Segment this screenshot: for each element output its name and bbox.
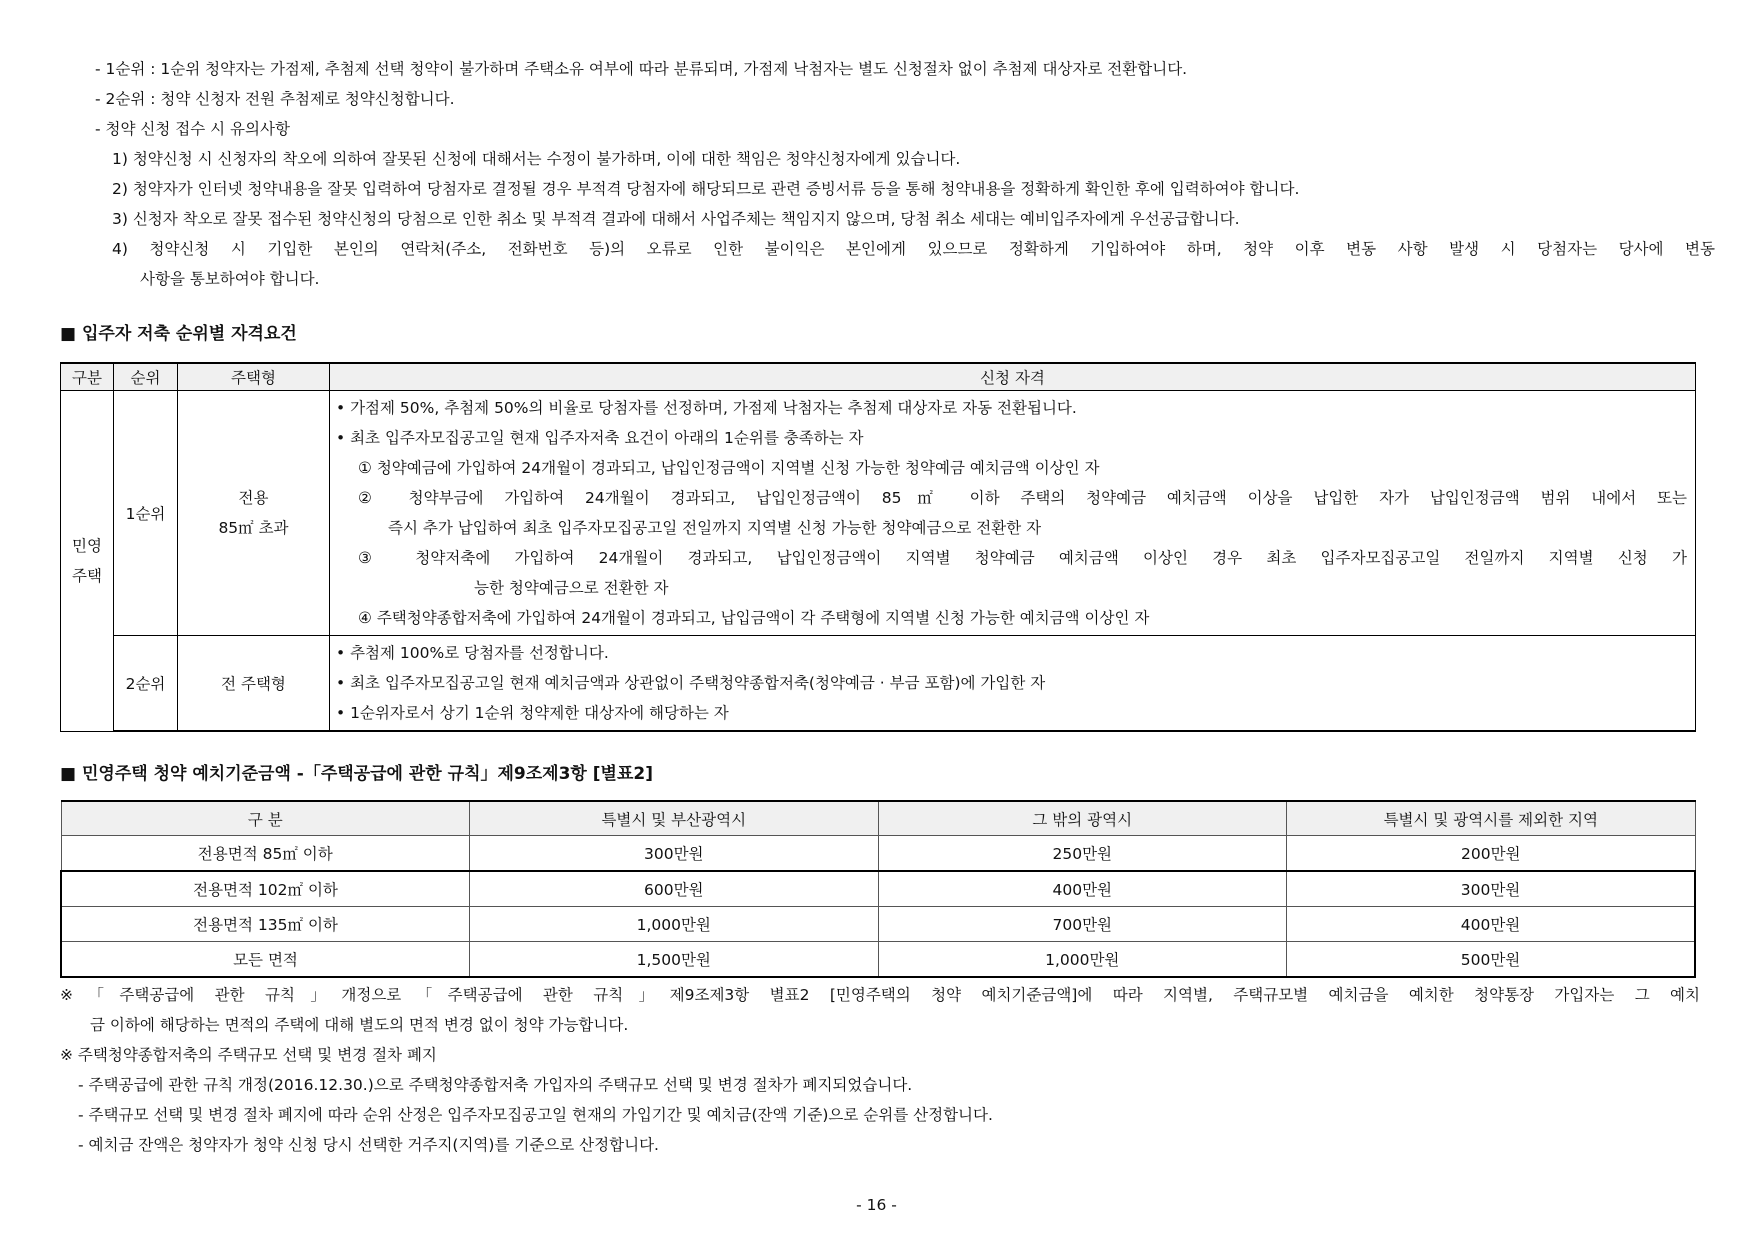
caution-item-2: 2) 청약자가 인터넷 청약내용을 잘못 입력하여 당첨자로 결정될 경우 부적격 당첨자에 해당되므로 관련 증빙서류 등을 통해 청약내용을 정확하게 확인한 후에 입력하여야 합니다. bbox=[112, 180, 1300, 198]
rank1-line: 능한 청약예금으로 전환한 자 bbox=[474, 579, 669, 597]
header-other-metro: 그 밖의 광역시 bbox=[878, 801, 1287, 836]
note-caution-heading: - 청약 신청 접수 시 유의사항 bbox=[95, 120, 290, 138]
rank2-line: • 1순위자로서 상기 1순위 청약제한 대상자에 해당하는 자 bbox=[336, 704, 729, 722]
header-area: 구 분 bbox=[61, 801, 470, 836]
rank2-desc-cell bbox=[330, 636, 1696, 732]
footnote-line: - 주택공급에 관한 규칙 개정(2016.12.30.)으로 주택청약종합저축 가입자의 주택규모 선택 및 변경 절차가 폐지되었습니다. bbox=[78, 1076, 913, 1094]
caution-item-4-cont: 사항을 통보하여야 합니다. bbox=[140, 270, 320, 288]
rank2-line: • 추첨제 100%로 당첨자를 선정합니다. bbox=[336, 644, 609, 662]
page-number: - 16 - bbox=[856, 1196, 897, 1214]
note-rank2: - 2순위 : 청약 신청자 전원 추첨제로 청약신청합니다. bbox=[95, 90, 455, 108]
table-row bbox=[61, 942, 1695, 978]
rank2-cell: 2순위 bbox=[114, 636, 178, 732]
note-rank1: - 1순위 : 1순위 청약자는 가점제, 추첨제 선택 청약이 불가하며 주택소유 여부에 따라 분류되며, 가점제 낙첨자는 별도 신청절차 없이 추첨제 대상자로 전환합니다. bbox=[95, 60, 1188, 78]
amount-cell: 300만원 bbox=[1287, 871, 1696, 907]
caution-item-1: 1) 청약신청 시 신청자의 착오에 의하여 잘못된 신청에 대해서는 수정이 불가하며, 이에 대한 책임은 청약신청자에게 있습니다. bbox=[112, 150, 961, 168]
rank1-cell: 1순위 bbox=[114, 391, 178, 636]
area-cell: 전용면적 102㎡ 이하 bbox=[61, 871, 470, 907]
amount-cell: 400만원 bbox=[878, 871, 1287, 907]
table-row bbox=[61, 836, 1695, 872]
deposit-table bbox=[60, 800, 1696, 978]
footnote-line: - 주택규모 선택 및 변경 절차 폐지에 따라 순위 산정은 입주자모집공고일 현재의 가입기간 및 예치금(잔액 기준)으로 순위를 산정합니다. bbox=[78, 1106, 993, 1124]
table-row bbox=[61, 871, 1695, 907]
amount-cell: 200만원 bbox=[1287, 836, 1696, 872]
category-cell: 민영 주택 bbox=[61, 391, 114, 732]
amount-cell: 600만원 bbox=[470, 871, 879, 907]
section-title-qualification: ■ 입주자 저축 순위별 자격요건 bbox=[60, 324, 297, 344]
table-header-row bbox=[61, 801, 1695, 836]
table-row-rank2 bbox=[61, 636, 1696, 732]
qualification-table bbox=[60, 362, 1696, 732]
section-title-deposit: ■ 민영주택 청약 예치기준금액 -「주택공급에 관한 규칙」제9조제3항 [별표2] bbox=[60, 764, 653, 784]
header-seoul-busan: 특별시 및 부산광역시 bbox=[470, 801, 879, 836]
table-header-row bbox=[61, 363, 1696, 391]
amount-cell: 1,000만원 bbox=[470, 907, 879, 942]
table-row-rank1 bbox=[61, 391, 1696, 636]
area-cell: 전용면적 85㎡ 이하 bbox=[61, 836, 470, 872]
rank2-type-cell: 전 주택형 bbox=[178, 636, 330, 732]
rank1-type-cell bbox=[178, 391, 330, 636]
footnote-line: ※ 주택청약종합저축의 주택규모 선택 및 변경 절차 폐지 bbox=[60, 1046, 437, 1064]
footnotes bbox=[60, 980, 1700, 1160]
amount-cell: 400만원 bbox=[1287, 907, 1696, 942]
amount-cell: 700만원 bbox=[878, 907, 1287, 942]
amount-cell: 1,500만원 bbox=[470, 942, 879, 978]
rank1-line: ② 청약부금에 가입하여 24개월이 경과되고, 납입인정금액이 85㎡ 이하 주택의 청약예금 예치금액 이상을 납입한 자가 납입인정금액 범위 내에서 또는 bbox=[358, 489, 1687, 507]
table-row bbox=[61, 907, 1695, 942]
amount-cell: 250만원 bbox=[878, 836, 1287, 872]
header-other-regions: 특별시 및 광역시를 제외한 지역 bbox=[1287, 801, 1696, 836]
rank1-type-line2: 85㎡ 초과 bbox=[218, 519, 289, 537]
rank1-line: ① 청약예금에 가입하여 24개월이 경과되고, 납입인정금액이 지역별 신청 가능한 청약예금 예치금액 이상인 자 bbox=[358, 459, 1100, 477]
header-qualification: 신청 자격 bbox=[330, 363, 1696, 391]
rank1-type-line1: 전용 bbox=[238, 489, 269, 507]
header-housing-type: 주택형 bbox=[178, 363, 330, 391]
rank1-line: • 최초 입주자모집공고일 현재 입주자저축 요건이 아래의 1순위를 충족하는 자 bbox=[336, 429, 864, 447]
header-rank: 순위 bbox=[114, 363, 178, 391]
rank1-line: • 가점제 50%, 추첨제 50%의 비율로 당첨자를 선정하며, 가점제 낙첨자는 추첨제 대상자로 자동 전환됩니다. bbox=[336, 399, 1077, 417]
intro-notes bbox=[95, 54, 1715, 294]
footnote-line: - 예치금 잔액은 청약자가 청약 신청 당시 선택한 거주지(지역)를 기준으로 산정합니다. bbox=[78, 1136, 659, 1154]
amount-cell: 500만원 bbox=[1287, 942, 1696, 978]
caution-item-3: 3) 신청자 착오로 잘못 접수된 청약신청의 당첨으로 인한 취소 및 부적격 결과에 대해서 사업주체는 책임지지 않으며, 당첨 취소 세대는 예비입주자에게 우선공급합니다. bbox=[112, 210, 1240, 228]
amount-cell: 1,000만원 bbox=[878, 942, 1287, 978]
caution-item-4: 4) 청약신청 시 기입한 본인의 연락처(주소, 전화번호 등)의 오류로 인한 불이익은 본인에게 있으므로 정확하게 기입하여야 하며, 청약 이후 변동 사항 발생 시 당첨자는 당사에 변동 bbox=[112, 240, 1715, 258]
rank1-desc-cell bbox=[330, 391, 1696, 636]
rank1-line: 즉시 추가 납입하여 최초 입주자모집공고일 전일까지 지역별 신청 가능한 청약예금으로 전환한 자 bbox=[388, 519, 1042, 537]
rank1-line: ③ 청약저축에 가입하여 24개월이 경과되고, 납입인정금액이 지역별 청약예금 예치금액 이상인 경우 최초 입주자모집공고일 전일까지 지역별 신청 가 bbox=[358, 549, 1687, 567]
header-category: 구분 bbox=[61, 363, 114, 391]
footnote-line: ※「주택공급에 관한 규칙」개정으로「주택공급에 관한 규칙」제9조제3항 별표2 [민영주택의 청약 예치기준금액]에 따라 지역별, 주택규모별 예치금을 예치한 청약통장 가입자는 그 예치 bbox=[60, 986, 1700, 1004]
area-cell: 모든 면적 bbox=[61, 942, 470, 978]
footnote-line: 금 이하에 해당하는 면적의 주택에 대해 별도의 면적 변경 없이 청약 가능합니다. bbox=[90, 1016, 629, 1034]
area-cell: 전용면적 135㎡ 이하 bbox=[61, 907, 470, 942]
amount-cell: 300만원 bbox=[470, 836, 879, 872]
rank2-line: • 최초 입주자모집공고일 현재 예치금액과 상관없이 주택청약종합저축(청약예금 · 부금 포함)에 가입한 자 bbox=[336, 674, 1046, 692]
rank1-line: ④ 주택청약종합저축에 가입하여 24개월이 경과되고, 납입금액이 각 주택형에 지역별 신청 가능한 예치금액 이상인 자 bbox=[358, 609, 1150, 627]
